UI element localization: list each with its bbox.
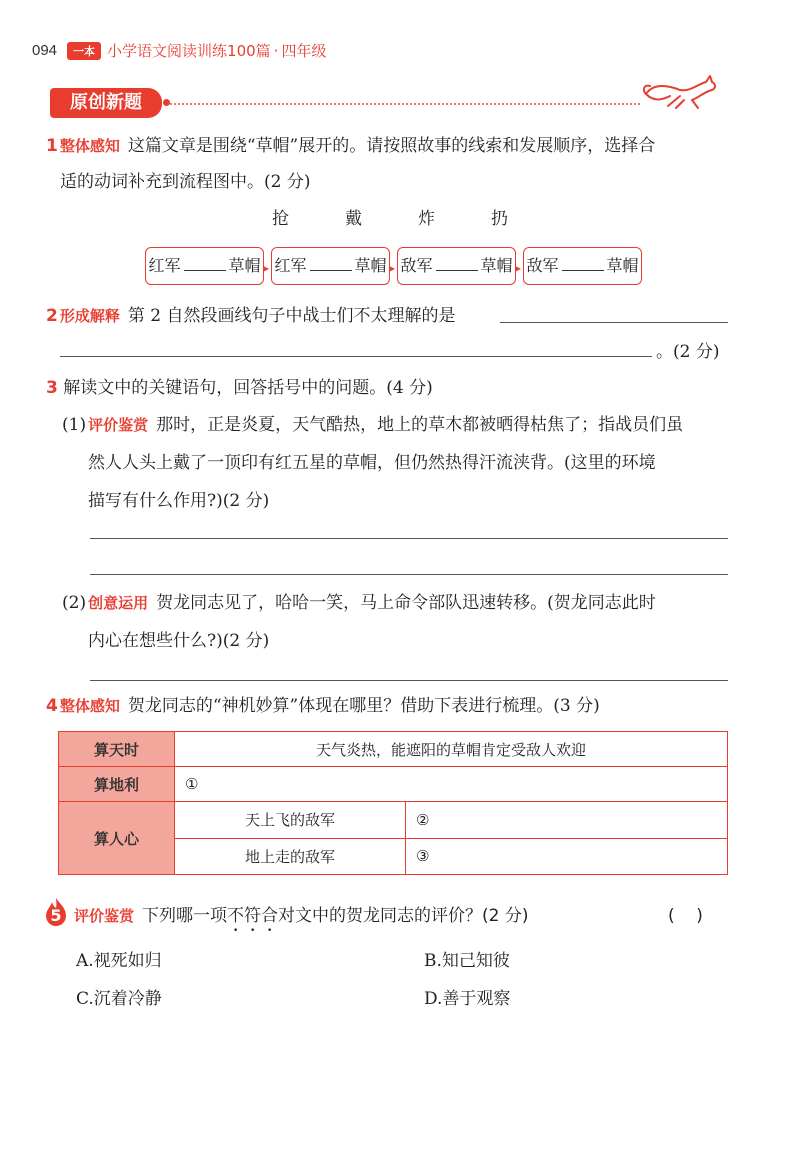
emphasized-text: 不符合 xyxy=(227,906,279,926)
answer-bracket[interactable]: ( ) xyxy=(668,906,703,926)
quote-text: 那时，正是炎夏，天气酷热，地上的草木都被晒得枯焦了；指战员们虽 xyxy=(156,415,684,435)
flow-object: 草帽 xyxy=(606,256,639,275)
sub-label-sky: 天上飞的敌军 xyxy=(175,802,406,839)
running-cat-icon xyxy=(640,72,720,112)
question-number: 4 xyxy=(46,696,58,716)
question-text: 贺龙同志的“神机妙算”体现在哪里？借助下表进行梳理。(3 分) xyxy=(127,696,600,716)
answer-cell-1[interactable]: ① xyxy=(175,767,728,802)
question-3 xyxy=(46,370,433,406)
question-3-part-2 xyxy=(62,584,742,660)
quote-text-cont: 然人人头上戴了一顶印有红五星的草帽，但仍然热得汗流浃背。(这里的环境 xyxy=(88,453,656,473)
flow-blank[interactable] xyxy=(310,256,352,271)
question-1 xyxy=(46,128,746,200)
quote-text: 贺龙同志见了，哈哈一笑，马上命令部队迅速转移。(贺龙同志此时 xyxy=(156,593,656,613)
question-2 xyxy=(46,298,455,334)
question-3-part-1 xyxy=(62,406,742,520)
answer-line[interactable] xyxy=(500,322,728,323)
header-separator: · xyxy=(273,41,279,60)
question-tag: 整体感知 xyxy=(59,697,120,715)
option-b[interactable]: B.知己知彼 xyxy=(424,951,510,971)
question-number: 1 xyxy=(46,136,58,156)
score-note: 。(2 分) xyxy=(656,342,720,362)
page-number: 094 xyxy=(32,42,58,59)
question-tag: 评价鉴赏 xyxy=(74,907,135,925)
question-text: 解读文中的关键语句，回答括号中的问题。(4 分) xyxy=(63,378,433,398)
question-number: 3 xyxy=(46,378,58,398)
answer-cell-2[interactable]: ② xyxy=(406,802,728,839)
flow-subject: 敌军 xyxy=(400,256,433,275)
flow-step-3 xyxy=(397,247,516,285)
flow-step-1 xyxy=(145,247,264,285)
flow-arrow-icon: ▸ xyxy=(263,261,270,275)
flow-step-2 xyxy=(271,247,390,285)
sub-label-ground: 地上走的敌军 xyxy=(175,838,406,875)
page-header xyxy=(32,40,326,61)
answer-line[interactable] xyxy=(90,680,728,681)
row-head-renxin: 算人心 xyxy=(59,802,175,875)
row-head-tianshi: 算天时 xyxy=(59,732,175,767)
part-label: (1) xyxy=(62,415,87,435)
cell-tianshi: 天气炎热，能遮阳的草帽肯定受敌人欢迎 xyxy=(175,732,728,767)
answer-line[interactable] xyxy=(60,356,652,357)
banner-dot-icon xyxy=(163,99,170,106)
quote-text-cont: 描写有什么作用?)(2 分) xyxy=(88,491,270,511)
question-tag: 评价鉴赏 xyxy=(88,416,149,434)
question-text: 下列哪一项 xyxy=(142,906,228,926)
answer-line[interactable] xyxy=(90,538,728,539)
question-text-cont: 对文中的贺龙同志的评价？(2 分) xyxy=(278,906,529,926)
verb-option: 抢 xyxy=(272,209,289,229)
brand-logo: 一本 xyxy=(67,42,101,60)
question-tag: 创意运用 xyxy=(88,594,149,612)
question-tag: 形成解释 xyxy=(59,307,120,325)
flow-subject: 红军 xyxy=(148,256,181,275)
question-text: 第 2 自然段画线句子中战士们不太理解的是 xyxy=(127,306,456,326)
question-5 xyxy=(72,898,529,936)
analysis-table xyxy=(58,731,728,875)
flow-object: 草帽 xyxy=(228,256,261,275)
flow-object: 草帽 xyxy=(354,256,387,275)
question-4 xyxy=(46,688,600,724)
quote-text-cont: 内心在想些什么?)(2 分) xyxy=(88,631,270,651)
banner-dotted-line xyxy=(170,103,640,105)
grade-label: 四年级 xyxy=(281,42,327,60)
flow-blank[interactable] xyxy=(562,256,604,271)
question-number: 2 xyxy=(46,306,58,326)
option-a[interactable]: A.视死如归 xyxy=(76,951,162,971)
verb-option: 扔 xyxy=(491,209,508,229)
flow-arrow-icon: ▸ xyxy=(389,261,396,275)
question-text-cont: 适的动词补充到流程图中。(2 分) xyxy=(60,172,311,192)
flow-object: 草帽 xyxy=(480,256,513,275)
section-banner: 原创新题 xyxy=(50,88,162,118)
verb-option: 戴 xyxy=(345,209,362,229)
answer-cell-3[interactable]: ③ xyxy=(406,838,728,875)
row-head-dili: 算地利 xyxy=(59,767,175,802)
answer-line[interactable] xyxy=(90,574,728,575)
verb-option: 炸 xyxy=(418,209,435,229)
option-d[interactable]: D.善于观察 xyxy=(424,989,511,1009)
flow-blank[interactable] xyxy=(436,256,478,271)
flow-step-4 xyxy=(523,247,642,285)
flow-blank[interactable] xyxy=(184,256,226,271)
question-text: 这篇文章是围绕“草帽”展开的。请按照故事的线索和发展顺序，选择合 xyxy=(127,136,656,156)
question-number: 5 xyxy=(50,906,62,925)
option-c[interactable]: C.沉着冷静 xyxy=(76,989,162,1009)
question-tag: 整体感知 xyxy=(59,137,120,155)
flow-subject: 敌军 xyxy=(526,256,559,275)
part-label: (2) xyxy=(62,593,87,613)
flow-arrow-icon: ▸ xyxy=(515,261,522,275)
flow-subject: 红军 xyxy=(274,256,307,275)
book-title: 小学语文阅读训练100篇 xyxy=(107,42,271,60)
